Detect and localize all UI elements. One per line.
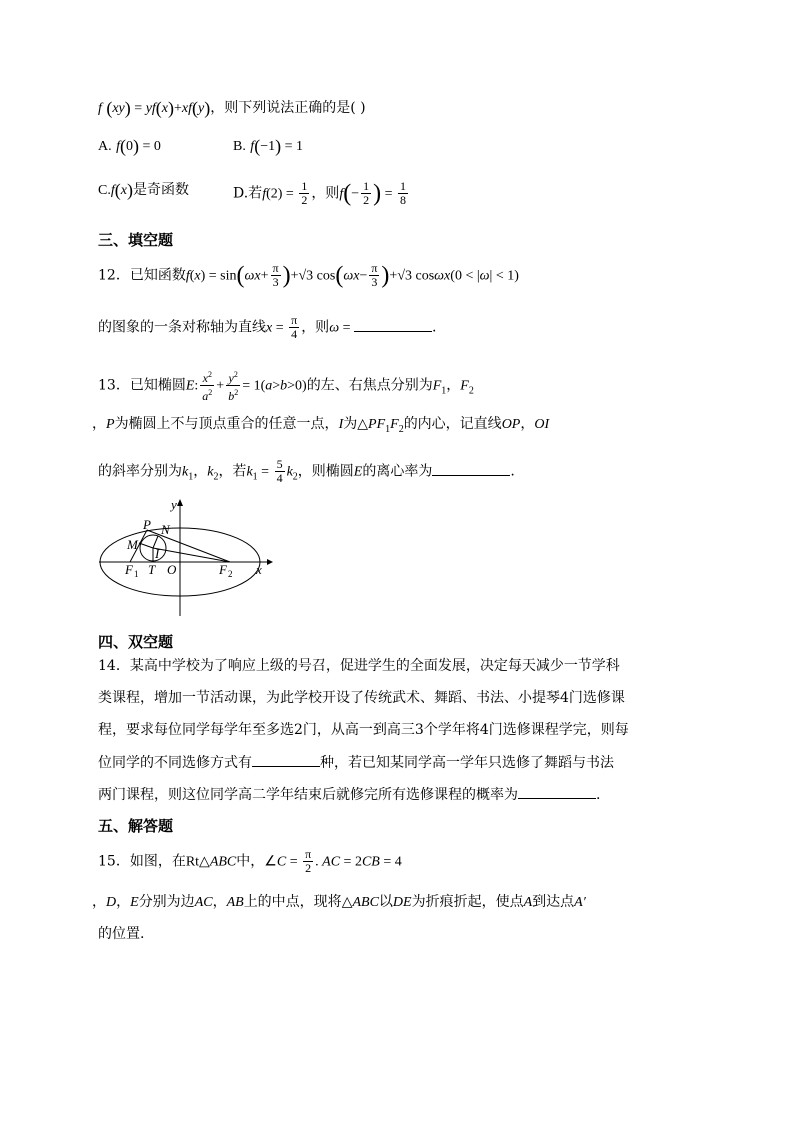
label-y: y xyxy=(171,497,177,512)
q11-option-c: C.f(x)是奇函数 xyxy=(98,180,189,200)
q11-option-b: B. f(−1) = 1 xyxy=(233,136,303,156)
q13-answer-blank[interactable] xyxy=(432,461,510,476)
q13-then-text: ，则椭圆 xyxy=(297,463,354,480)
label-x: x xyxy=(256,562,262,577)
q14-answer-blank-1[interactable] xyxy=(252,752,320,767)
x-axis-arrow xyxy=(267,559,273,565)
label-m: M xyxy=(127,537,138,552)
section-heading-fill-blank: 三、填空题 xyxy=(98,231,174,249)
label-f2: F xyxy=(219,562,227,577)
q13-comma: ， xyxy=(92,416,106,432)
segment-pf2 xyxy=(147,530,230,562)
label-n: N xyxy=(161,522,170,537)
q13-line1: 13．已知椭圆E: $\frac{x^2}{a^2}$ + $\frac{y^2}{b^2}$ = 1(a>b>0)的左、右焦点分别为$F_1$，$F_2$ xyxy=(98,370,474,403)
q15-number: 15．如图，在 xyxy=(98,853,186,870)
q14-line4 xyxy=(98,752,614,773)
q13-line3: 的斜率分别为$k_1$，$k_2$，若$k_1$ = $\frac{5}{4}$ $k_2$，则椭圆E的离心率为 . xyxy=(98,457,515,485)
option-c-label: C. xyxy=(98,183,111,198)
q14-line2: 类课程，增加一节活动课，为此学校开设了传统武术、舞蹈、书法、小提琴4门选修课 xyxy=(98,690,625,706)
label-f2-sub: 2 xyxy=(228,569,233,579)
q13-is-text: 为 xyxy=(343,416,358,432)
q12-line2: 的图象的一条对称轴为直线x = $\frac{\pi}{4}$ ，则ω = . xyxy=(98,313,437,341)
option-d-label: D.若 xyxy=(233,185,263,202)
q12-axis-text: 的图象的一条对称轴为直线 xyxy=(98,319,266,336)
q15-midpoint-text: 分别为边 xyxy=(138,894,195,910)
y-axis-arrow xyxy=(177,499,183,506)
q14-end: . xyxy=(596,787,601,803)
q14-condition-text: 种，若已知某同学高一学年只选修了舞蹈与书法 xyxy=(320,755,614,771)
q15-line3: 的位置. xyxy=(98,926,145,942)
q15-line2: ，D，E分别为边AC，AB上的中点，现将△ABC以DE为折痕折起，使点A到达点A′ xyxy=(92,894,586,910)
q13-foci-text: 的左、右焦点分别为 xyxy=(306,377,433,394)
q12-end: . xyxy=(431,319,437,336)
q15-crease-text: 为折痕折起，使点 xyxy=(411,894,524,910)
option-a-label: A. xyxy=(98,139,112,154)
q14-probability-text: 两门课程，则这位同学高二学年结束后就修完所有选修课程的概率为 xyxy=(98,787,518,803)
q13-end: . xyxy=(510,463,515,480)
q12-line1: 12．已知函数f(x) = sin(ωx+ $\frac{\pi}{3}$ )+√3 cos(ωx− $\frac{\pi}{3}$ )+√3 cosωx(0 < |ω| < 1) xyxy=(98,261,519,289)
q11-option-d: D.若f(2) = $\frac{1}{2}$ ，则f(− $\frac{1}{2}$ ) = $\frac{1}{8}$ xyxy=(233,179,407,207)
ellipse-figure xyxy=(95,496,275,620)
q15-mid: 中， xyxy=(236,853,265,870)
label-t: T xyxy=(148,562,156,577)
q13-if-text: ，若 xyxy=(218,463,247,480)
q15-comma: ， xyxy=(92,894,106,910)
option-c-text: 是奇函数 xyxy=(132,182,189,198)
q14-line1: 14．某高中学校为了响应上级的号召，促进学生的全面发展，决定每天减少一节学科 xyxy=(98,658,620,674)
q15-line1: 15．如图，在Rt△ABC中，∠C = $\frac{\pi}{2}$ . AC = 2CB = 4 xyxy=(98,847,402,875)
option-b-label: B. xyxy=(233,139,246,154)
section-heading-answer: 五、解答题 xyxy=(98,817,174,835)
segment-im xyxy=(139,543,153,548)
q13-line2: ，P为椭圆上不与顶点重合的任意一点，I为$\triangle PF_1F_2$的内心，记直线OP，OI xyxy=(92,416,550,435)
q12-answer-blank[interactable] xyxy=(354,317,432,332)
label-o: O xyxy=(167,562,177,577)
q15-with-text: 以 xyxy=(378,894,393,910)
q15-fold-text: 上的中点，现将 xyxy=(243,894,342,910)
q11-lead-text: ，则下列说法正确的是( ) xyxy=(210,100,366,116)
q14-line3: 程，要求每位同学每学年至多选2门，从高一到高三3个学年将4门选修课程学完，则每 xyxy=(98,722,629,738)
q11-option-a: A. f(0) = 0 xyxy=(98,136,161,156)
section-heading-double-blank: 四、双空题 xyxy=(98,633,174,651)
q12-then: ，则 xyxy=(301,319,330,336)
label-f1-sub: 1 xyxy=(134,569,139,579)
q15-reach-text: 到达点 xyxy=(532,894,575,910)
q13-number: 13．已知椭圆 xyxy=(98,377,186,394)
label-i: I xyxy=(155,546,160,561)
label-f1: F xyxy=(125,562,133,577)
q14-ways-text: 位同学的不同选修方式有 xyxy=(98,755,252,771)
option-d-mid: ，则 xyxy=(311,185,340,202)
q14-answer-blank-2[interactable] xyxy=(518,784,596,799)
q13-incenter-text: 的内心，记直线 xyxy=(403,416,502,432)
label-p: P xyxy=(143,517,151,532)
q14-line5 xyxy=(98,784,600,805)
q13-ecc-text: 的离心率为 xyxy=(362,463,433,480)
q12-number: 12．已知函数 xyxy=(98,267,186,284)
q13-slopes-text: 的斜率分别为 xyxy=(98,463,182,480)
q13-point-text: 为椭圆上不与顶点重合的任意一点， xyxy=(114,416,339,432)
q11-stem: f (xy) = yf(x)+xf(y)，则下列说法正确的是( ) xyxy=(98,98,366,118)
segment-if2 xyxy=(153,548,230,562)
